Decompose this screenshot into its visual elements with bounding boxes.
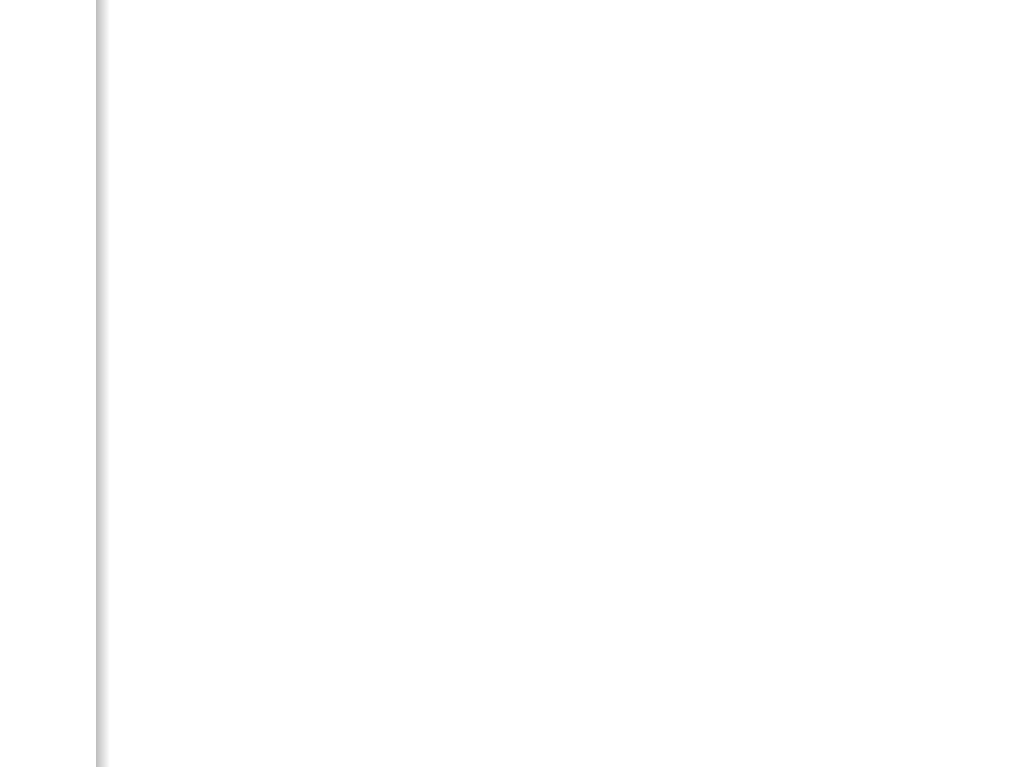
decorative-striped-bar [30,0,100,767]
stripe-shadow [96,0,110,767]
k33-graph-diagram [128,140,288,280]
